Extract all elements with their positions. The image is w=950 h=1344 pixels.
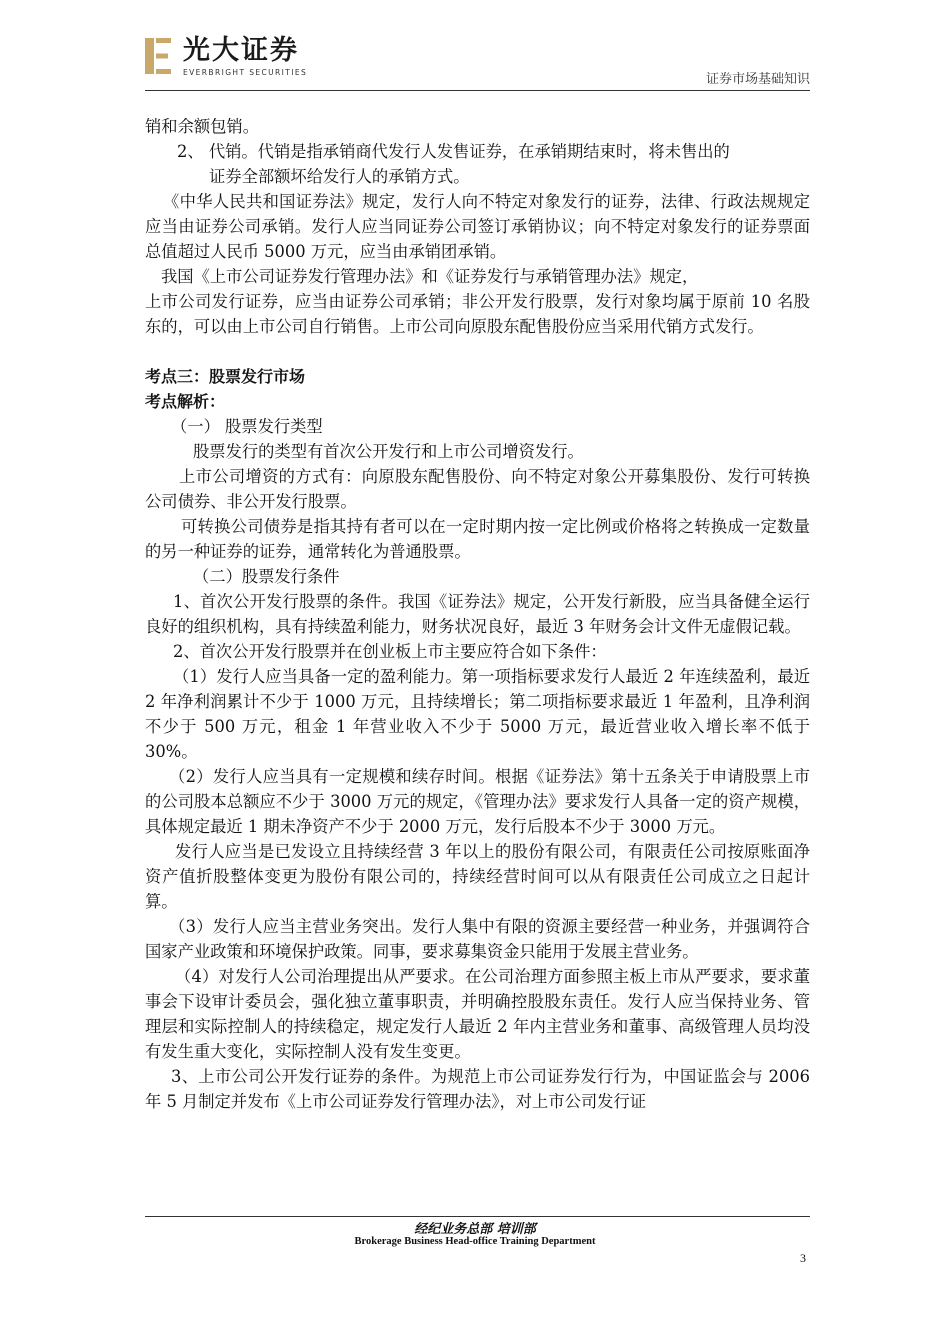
spacer — [145, 339, 810, 364]
section-heading: 考点三：股票发行市场 — [145, 367, 306, 386]
footer-department-en: Brokerage Business Head-office Training Department — [354, 1236, 596, 1247]
page-number: 3 — [800, 1251, 806, 1265]
paragraph: 3、上市公司公开发行证券的条件。为规范上市公司证券发行行为，中国证监会与 2006 年 5 月制定并发布《上市公司证券发行管理办法》，对上市公司发行证 — [145, 1067, 810, 1111]
paragraph: 可转换公司债券是指其持有者可以在一定时期内按一定比例或价格将之转换成一定数量的另一种证券的证券，通常转化为普通股票。 — [145, 517, 810, 561]
paragraph: （2）发行人应当具有一定规模和续存时间。根据《证券法》第十五条关于申请股票上市的公司股本总额应不少于 3000 万元的规定，《管理办法》要求发行人具备一定的资产规模，具体规定最近 1 期未净资产不少于 2000 万元，发行后股本不少于 3000 万元。 — [145, 767, 810, 836]
paragraph: 上市公司发行证券，应当由证券公司承销；非公开发行股票，发行对象均属于原前 10 名股东的，可以由上市公司自行销售。上市公司向原股东配售股份应当采用代销方式发行。 — [145, 292, 810, 336]
header-divider — [145, 90, 810, 91]
everbright-logo-icon — [145, 38, 171, 74]
paragraph: 销和余额包销。 — [145, 117, 259, 136]
document-title: 证券市场基础知识 — [705, 72, 810, 87]
paragraph: 上市公司增资的方式有：向原股东配售股份、向不特定对象公开募集股份、发行可转换公司债券、非公开发行股票。 — [145, 467, 810, 511]
paragraph: 股票发行的类型有首次公开发行和上市公司增资发行。 — [193, 442, 584, 461]
footer-department-cn: 经纪业务总部 培训部 — [414, 1222, 536, 1237]
paragraph: 我国《上市公司证券发行管理办法》和《证券发行与承销管理办法》规定， — [161, 267, 699, 286]
page-header — [145, 32, 810, 88]
paragraph: 2、 代销。代销是指承销商代发行人发售证券，在承销期结束时，将未售出的 — [177, 142, 730, 161]
paragraph: （一） 股票发行类型 — [171, 417, 323, 436]
paragraph: （1）发行人应当具备一定的盈利能力。第一项指标要求发行人最近 2 年连续盈利，最近 2 年净利润累计不少于 1000 万元，且持续增长；第二项指标要求最近 1 年盈利，且净利润不少于 500 万元，租金 1 年营业收入不少于 5000 万元，最近营业收入增长率不低于 30%。 — [145, 667, 810, 761]
footer-divider — [145, 1216, 810, 1217]
paragraph: 发行人应当是已发设立且持续经营 3 年以上的股份有限公司，有限责任公司按原账面净资产值折股整体变更为股份有限公司的，持续经营时间可以从有限责任公司成立之日起计算。 — [145, 842, 810, 911]
logo-english-name: EVERBRIGHT SECURITIES — [183, 68, 308, 77]
paragraph: （二）股票发行条件 — [193, 567, 340, 586]
logo-chinese-name: 光大证券 — [183, 35, 299, 66]
paragraph: 《中华人民共和国证券法》规定，发行人向不特定对象发行的证券，法律、行政法规规定应当由证券公司承销。发行人应当同证券公司签订承销协议；向不特定对象发行的证券票面总值超过人民币 5000 万元，应当由承销团承销。 — [145, 192, 810, 261]
paragraph: 证券全部额坏给发行人的承销方式。 — [209, 167, 470, 186]
page-body — [145, 114, 810, 1114]
paragraph: （4）对发行人公司治理提出从严要求。在公司治理方面参照主板上市从严要求，要求董事会下设审计委员会，强化独立董事职责，并明确控股股东责任。发行人应当保持业务、管理层和实际控制人的持续稳定，规定发行人最近 2 年内主营业务和董事、高级管理人员均没有发生重大变化，实际控制人没有发生变更。 — [145, 967, 810, 1061]
subsection-heading: 考点解析： — [145, 392, 226, 411]
paragraph: （3）发行人应当主营业务突出。发行人集中有限的资源主要经营一种业务，并强调符合国家产业政策和环境保护政策。同事，要求募集资金只能用于发展主营业务。 — [145, 917, 810, 961]
paragraph: 2、首次公开发行股票并在创业板上市主要应符合如下条件： — [173, 642, 607, 661]
paragraph: 1、首次公开发行股票的条件。我国《证券法》规定，公开发行新股，应当具备健全运行良好的组织机构，具有持续盈利能力，财务状况良好，最近 3 年财务会计文件无虚假记载。 — [145, 592, 810, 636]
